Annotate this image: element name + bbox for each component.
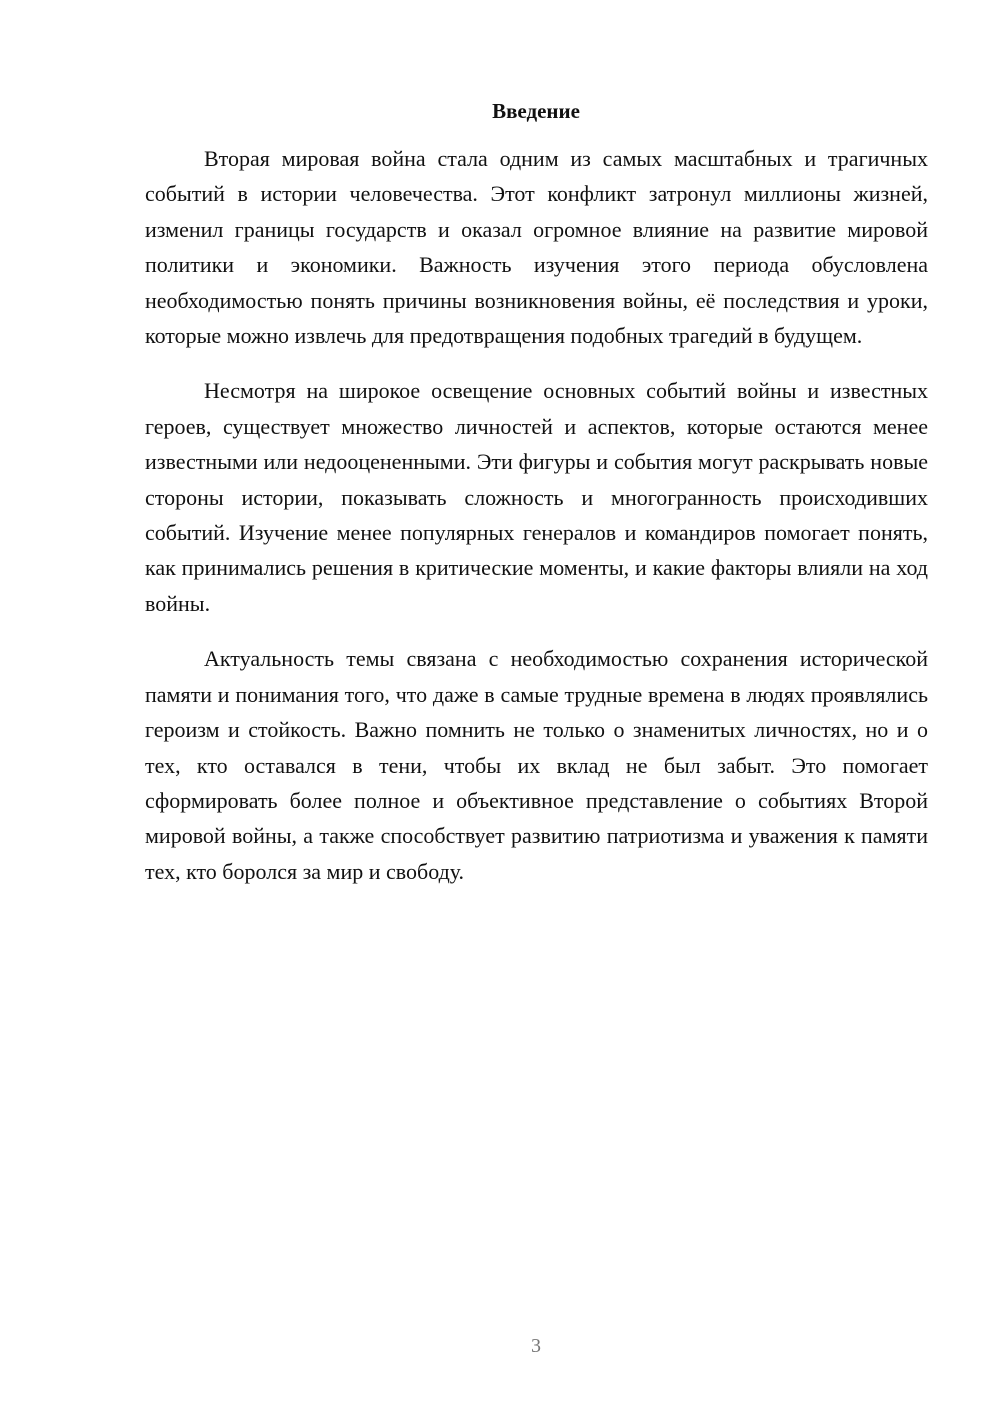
paragraph-1: Вторая мировая война стала одним из самых масштабных и трагичных событий в истории человечества. Этот конфликт затронул миллионы жизней, изменил границы государств и оказал огромное влияние на развитие мировой политики и экономики. Важность изучения этого периода обусловлена необходимостью понять причины возникновения войны, её последствия и уроки, которые можно извлечь для предотвращения подобных трагедий в будущем. xyxy=(145,146,928,349)
body-text xyxy=(145,141,928,909)
section-title: Введение xyxy=(492,99,580,123)
page-number: 3 xyxy=(531,1335,541,1357)
paragraph-3: Актуальность темы связана с необходимостью сохранения исторической памяти и понимания того, что даже в самые трудные времена в людях проявлялись героизм и стойкость. Важно помнить не только о знаменитых личностях, но и о тех, кто оставался в тени, чтобы их вклад не был забыт. Это помогает сформировать более полное и объективное представление о событиях Второй мировой войны, а также способствует развитию патриотизма и уважения к памяти тех, кто боролся за мир и свободу. xyxy=(145,646,928,884)
paragraph-2: Несмотря на широкое освещение основных событий войны и известных героев, существует множество личностей и аспектов, которые остаются менее известными или недооцененными. Эти фигуры и события могут раскрывать новые стороны истории, показывать сложность и многогранность происходивших событий. Изучение менее популярных генералов и командиров помогает понять, как принимались решения в критические моменты, и какие факторы влияли на ход войны. xyxy=(145,378,928,616)
